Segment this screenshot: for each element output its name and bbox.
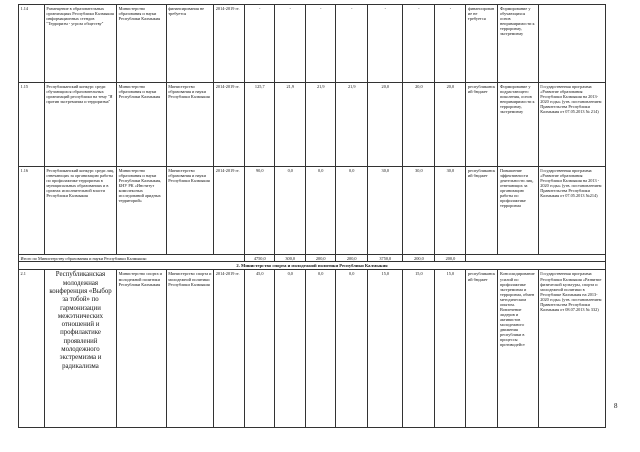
table-row: [19, 5, 606, 83]
total-2019: 200,0: [435, 255, 466, 262]
value-2016: -: [336, 5, 368, 83]
total-2016: 200,0: [336, 255, 368, 262]
executor: Министерство образования и науки Республики Калмыкия: [166, 83, 214, 167]
value-2015: -: [306, 5, 336, 83]
table-row: [19, 83, 606, 167]
total-2014: 300,0: [275, 255, 306, 262]
value-2015: 0,0: [306, 167, 336, 255]
years: 2014-2019 гг.: [214, 5, 245, 83]
state-program: Государственная программа Республики Калмыкия «Развитие физической культуры, спорта и молодежной политики в Республике Калмыкия на 2013-2020 годы» (утв. постановлением Правительства Республики Калмыкия от 08.07.2013 № 332): [538, 270, 605, 428]
total-2017: 3750,0: [368, 255, 403, 262]
total-value: 4750,0: [245, 255, 275, 262]
measure-name: Республиканский конкурс среди обучающихся образовательных организаций республики на тему "Я против экстремизма и терроризма": [44, 83, 116, 167]
value-2018: 15,0: [403, 270, 435, 428]
value-2015: 21,9: [306, 83, 336, 167]
value-2015: 0,0: [306, 270, 336, 428]
value-total: -: [245, 5, 275, 83]
expected-result: Формирование у подрастающего поколения, основ непримиримости к терроризму, экстремизму: [498, 83, 538, 167]
years: 2014-2019 гг.: [214, 167, 245, 255]
total-row: [19, 255, 606, 262]
funding-source: республиканский бюджет: [466, 270, 498, 428]
value-2018: -: [403, 5, 435, 83]
value-total: 45,0: [245, 270, 275, 428]
value-2017: 15,0: [368, 270, 403, 428]
years: 2014-2019 гг.: [214, 83, 245, 167]
value-2018: 20,0: [403, 83, 435, 167]
row-number: 1.14: [19, 5, 45, 83]
value-2019: 20,0: [435, 83, 466, 167]
funding-source: финансирование не требуется: [466, 5, 498, 83]
expected-result: Консолидирование усилий по профилактике экстремизма и терроризма, обмен методическим опытом. Вовлечение лидеров и активистов молодежного движения республики в процессы противодейст: [498, 270, 538, 428]
expected-result: Повышение эффективности деятельности лиц, отвечающих за организацию работы по профилактике терроризма: [498, 167, 538, 255]
total-label: Итого по Министерству образования и науки Республики Калмыкия:: [19, 255, 245, 262]
measures-table: [18, 4, 606, 428]
value-2016: 0,0: [336, 167, 368, 255]
value-total: 125,7: [245, 83, 275, 167]
responsible: Министерство образования и науки Республики Калмыкия, БНУ РК «Институт комплексных исследований аридных территорий»: [117, 167, 167, 255]
years: 2014-2019 гг.: [214, 270, 245, 428]
row-number: 1.15: [19, 83, 45, 167]
value-2019: 15,0: [435, 270, 466, 428]
state-program: Государственная программа «Развитие образования Республики Калмыкия на 2013-2020 годы» (утв. постановлением Правительства Республики Калмыкия от 07.05.2013 № 214): [538, 83, 605, 167]
funding-source: республиканский бюджет: [466, 167, 498, 255]
value-2016: 0,0: [336, 270, 368, 428]
value-2019: 30,0: [435, 167, 466, 255]
total-2018: 200,0: [403, 255, 435, 262]
funding-source: республиканский бюджет: [466, 83, 498, 167]
measure-name: Республиканская молодежная конференция «Выбор за тобой» по гармонизации межэтнических отношений и профилактике проявлений молодежного экстремизма и радикализма: [44, 270, 116, 428]
state-program: [538, 5, 605, 83]
executor: финансирования не требуется: [166, 5, 214, 83]
executor: Министерство образования и науки Республики Калмыкия: [166, 167, 214, 255]
responsible: Министерство образования и науки Республики Калмыкия: [117, 83, 167, 167]
value-2017: 30,0: [368, 167, 403, 255]
value-2019: -: [435, 5, 466, 83]
value-2014: 0,0: [275, 167, 306, 255]
responsible: Министерство спорта и молодежной политики Республики Калмыкия: [117, 270, 167, 428]
section-title: 2. Министерство спорта и молодежной политики Республики Калмыкия: [19, 262, 606, 270]
value-total: 90,0: [245, 167, 275, 255]
value-2017: 20,0: [368, 83, 403, 167]
section-header-row: [19, 262, 606, 270]
state-program: Государственная программа «Развитие образования Республики Калмыкия на 2013 - 2020 годы» (утв. постановлением Правительства Республики Калмыкия от 07.05.2013 №214): [538, 167, 605, 255]
expected-result: Формирование у обучающихся основ непримиримости к терроризму, экстремизму: [498, 5, 538, 83]
value-2014: 21,9: [275, 83, 306, 167]
value-2014: -: [275, 5, 306, 83]
measure-name: Размещение в образовательных организациях Республики Калмыкия информационных стендов "Терроризм - угроза обществу": [44, 5, 116, 83]
total-2015: 200,0: [306, 255, 336, 262]
value-2017: -: [368, 5, 403, 83]
value-2016: 21,9: [336, 83, 368, 167]
executor: Министерство спорта и молодежной политики Республики Калмыкия: [166, 270, 214, 428]
value-2014: 0,0: [275, 270, 306, 428]
table-row: [19, 270, 606, 428]
responsible: Министерство образования и науки Республики Калмыкия: [117, 5, 167, 83]
value-2018: 30,0: [403, 167, 435, 255]
page-number: 8: [614, 402, 618, 410]
row-number: 2.1: [19, 270, 45, 428]
row-number: 1.16: [19, 167, 45, 255]
table-row: [19, 167, 606, 255]
measure-name: Республиканский конкурс среди лиц, отвечающих за организацию работы по профилактике терроризма в муниципальных образованиях и в органах исполнительной власти Республики Калмыкия: [44, 167, 116, 255]
